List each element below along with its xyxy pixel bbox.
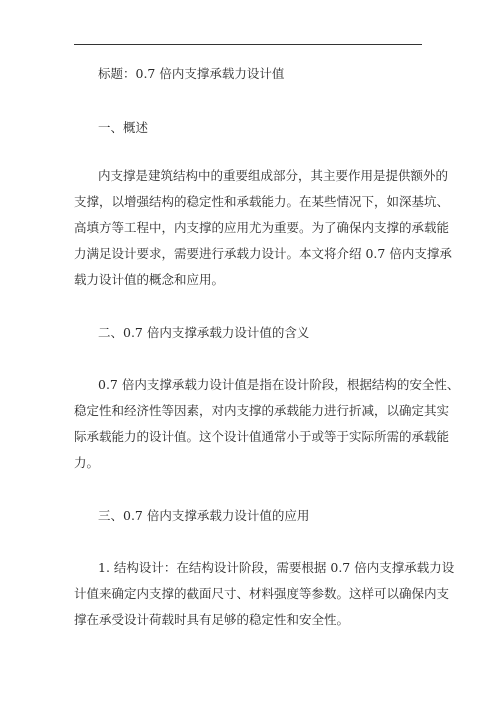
section-heading-application: 三、0.7 倍内支撑承载力设计值的应用 (98, 508, 310, 523)
section-heading-meaning: 二、0.7 倍内支撑承载力设计值的含义 (98, 325, 310, 340)
paragraph-line: 0.7 倍内支撑承载力设计值是指在设计阶段，根据结构的安全性、 (98, 377, 460, 392)
paragraph-line: 高填方等工程中，内支撑的应用尤为重要。为了确保内支撑的承载能 (74, 220, 450, 235)
paragraph-line: 支撑，以增强结构的稳定性和承载能力。在某些情况下，如深基坑、 (74, 194, 450, 209)
paragraph-line: 内支撑是建筑结构中的重要组成部分，其主要作用是提供额外的 (98, 168, 449, 183)
paragraph-line: 计值来确定内支撑的截面尺寸、材料强度等参数。这样可以确保内支 (74, 586, 450, 601)
paragraph-line: 载力设计值的概念和应用。 (74, 272, 225, 287)
section-heading-overview: 一、概述 (98, 120, 149, 135)
document-title: 标题：0.7 倍内支撑承载力设计值 (98, 66, 285, 81)
paragraph-line: 稳定性和经济性等因素，对内支撑的承载能力进行折减，以确定其实 (74, 403, 450, 418)
paragraph-line: 撑在承受设计荷载时具有足够的稳定性和安全性。 (74, 612, 350, 627)
paragraph-line: 际承载能力的设计值。这个设计值通常小于或等于实际所需的承载能 (74, 429, 450, 444)
paragraph-line: 力满足设计要求，需要进行承载力设计。本文将介绍 0.7 倍内支撑承 (74, 246, 452, 261)
paragraph-line: 1. 结构设计：在结构设计阶段，需要根据 0.7 倍内支撑承载力设 (98, 560, 455, 575)
paragraph-line: 力。 (74, 455, 100, 470)
header-rule (74, 44, 422, 45)
